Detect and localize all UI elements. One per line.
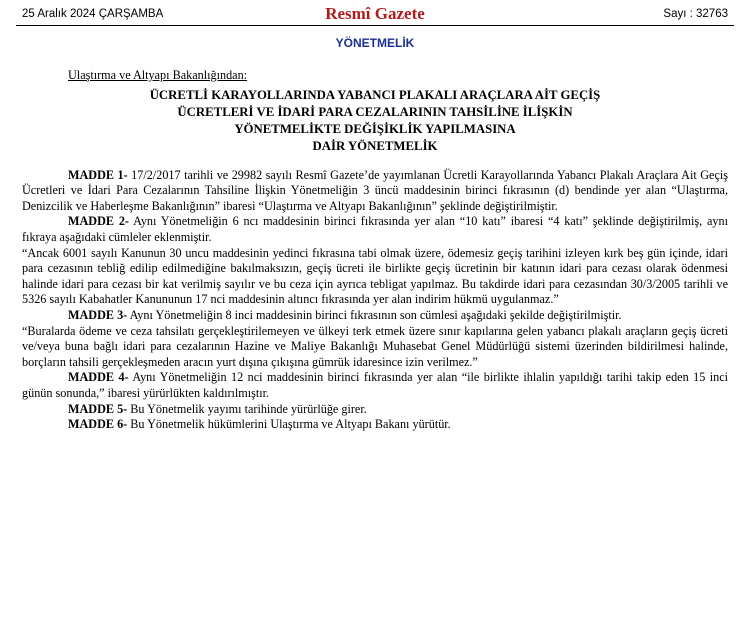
document-body <box>22 68 728 433</box>
title-line: DAİR YÖNETMELİK <box>312 138 438 153</box>
quoted-text: “Ancak 6001 sayılı Kanunun 30 uncu maddesinin yedinci fıkrasına tabi olmak üzere, ödemesiz geçiş tarihini izleyen kırk beş gün içinde, idari para cezasının tebliğ edilip edilmediğine bakılmaksızın, geçiş ücreti ile birlikte geçiş ücretinin bir katının idari para cezası olarak ödenmesi halinde idari para cezası bir kat verilmiş sayılır ve bu ceza için ayrıca tebligat yapılmaz. Bu takdirde idari para cezasından 30/3/2005 tarihli ve 5326 sayılı Kabahatler Kanununun 17 nci maddesinin altıncı fıkrasında yer alan indirim hükmü uygulanmaz.” <box>22 245 728 307</box>
quoted-text: “Buralarda ödeme ve ceza tahsilatı gerçekleştirilemeyen ve ülkeyi terk etmek üzere sınır kapılarına gelen yabancı plakalı araçların geçiş ücreti ve/veya buna bağlı idari para cezalarının Hazine ve Maliye Bakanlığı Muhasebat Genel Müdürlüğü sistemi üzerinden bildirilmesi halinde, borçların tahsili gerçekleşmeden aracın yurt dışına çıkışına gümrük idaresince izin verilmez.” <box>22 323 728 369</box>
article-label: MADDE 6- <box>68 417 128 432</box>
article-label: MADDE 2- <box>68 214 129 229</box>
issue-number: Sayı : 32763 <box>663 8 728 20</box>
article-text: Bu Yönetmelik hükümlerini Ulaştırma ve Altyapı Bakanı yürütür. <box>127 417 451 432</box>
article-text: Bu Yönetmelik yayımı tarihinde yürürlüğe girer. <box>127 401 367 416</box>
title-line: ÜCRETLERİ VE İDARİ PARA CEZALARININ TAHSİLİNE İLİŞKİN <box>177 104 573 119</box>
article-5 <box>22 402 728 418</box>
issuing-ministry: Ulaştırma ve Altyapı Bakanlığından: <box>68 68 248 82</box>
regulation-title <box>22 87 728 155</box>
title-line: ÜCRETLİ KARAYOLLARINDA YABANCI PLAKALI ARAÇLARA AİT GEÇİŞ <box>149 87 601 102</box>
article-4 <box>22 370 728 401</box>
article-text: Aynı Yönetmeliğin 8 inci maddesinin birinci fıkrasının son cümlesi aşağıdaki şekilde değiştirilmiştir. <box>127 307 622 322</box>
title-line: YÖNETMELİKTE DEĞİŞİKLİK YAPILMASINA <box>234 121 516 136</box>
article-text: Aynı Yönetmeliğin 6 ncı maddesinin birinci fıkrasında yer alan “10 katı” ibaresi “4 katı” şeklinde değiştirilmiş, aynı fıkraya aşağıdaki cümleler eklenmiştir. <box>22 214 728 244</box>
article-6 <box>22 417 728 433</box>
article-label: MADDE 4- <box>68 370 129 385</box>
header-divider <box>16 25 734 26</box>
issue-date: 25 Aralık 2024 ÇARŞAMBA <box>22 8 164 20</box>
gazette-header <box>21 4 729 24</box>
article-label: MADDE 5- <box>68 401 128 416</box>
articles <box>22 168 728 433</box>
article-2 <box>22 214 728 245</box>
article-label: MADDE 1- <box>68 167 128 182</box>
article-label: MADDE 3- <box>68 307 128 322</box>
article-3 <box>22 308 728 324</box>
section-title: YÖNETMELİK <box>335 36 415 50</box>
article-text: Aynı Yönetmeliğin 12 nci maddesinin birinci fıkrasında yer alan “ile birlikte ihlalin yapıldığı tarihi takip eden 15 inci günün sonunda,” ibaresi yürürlükten kaldırılmıştır. <box>22 370 728 400</box>
gazette-name: Resmî Gazete <box>325 4 425 23</box>
article-text: 17/2/2017 tarihli ve 29982 sayılı Resmî Gazete’de yayımlanan Ücretli Karayollarında Yabancı Plakalı Araçlara Ait Geçiş Ücretleri ve İdari Para Cezalarının Tahsiline İlişkin Yönetmeliğin 3 üncü maddesinin birinci fıkrasının (d) bendinde yer alan “Ulaştırma, Denizcilik ve Haberleşme Bakanlığının” ibaresi “Ulaştırma ve Altyapı Bakanlığının” şeklinde değiştirilmiştir. <box>22 167 728 213</box>
article-1 <box>22 168 728 215</box>
